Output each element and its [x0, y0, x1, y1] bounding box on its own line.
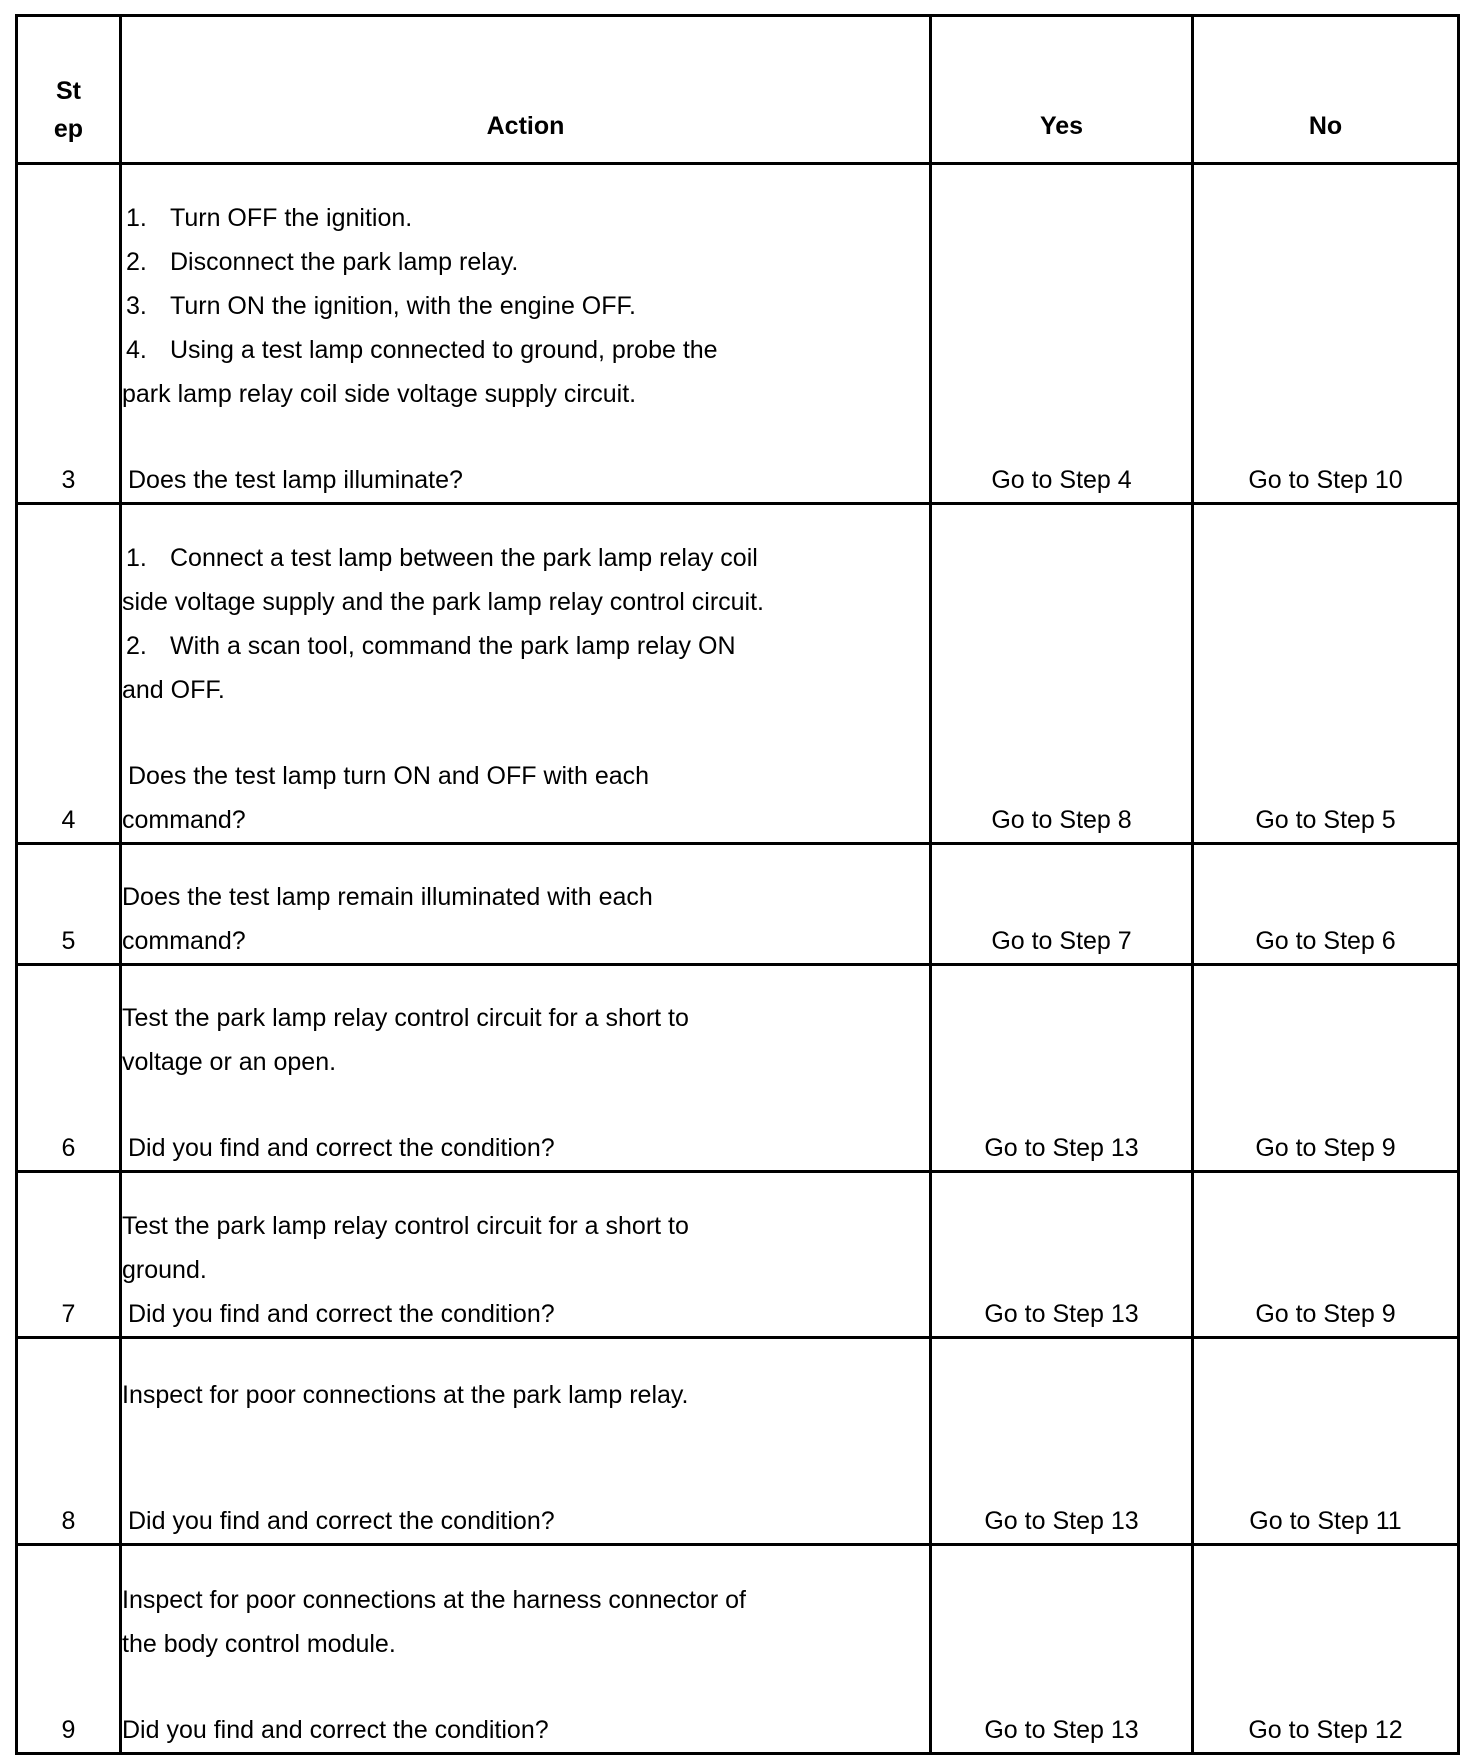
header-row: [17, 16, 1459, 164]
question-text: Does the test lamp turn ON and OFF with each: [128, 762, 650, 790]
item-text: Turn OFF the ignition.: [170, 204, 413, 232]
action-item: [122, 328, 929, 372]
action-cell: [121, 1338, 931, 1545]
yes-cell: Go to Step 13: [931, 1338, 1193, 1545]
action-item: [122, 536, 929, 580]
question-text: Did you find and correct the condition?: [128, 1134, 555, 1162]
item-continuation: side voltage supply and the park lamp relay control circuit.: [122, 588, 764, 616]
action-item: [122, 624, 929, 668]
table-row: [17, 504, 1459, 844]
action-item: [122, 196, 929, 240]
question-text: Did you find and correct the condition?: [128, 1507, 555, 1535]
item-text: Connect a test lamp between the park lamp relay coil: [170, 544, 758, 572]
item-text: Using a test lamp connected to ground, probe the: [170, 336, 718, 364]
step-number: 7: [17, 1172, 121, 1338]
item-continuation: and OFF.: [122, 676, 225, 704]
action-text: Does the test lamp remain illuminated with each: [122, 883, 653, 911]
action-text-continuation: command?: [122, 927, 246, 955]
action-cell: [121, 1172, 931, 1338]
spacer: [122, 1084, 929, 1126]
yes-cell: Go to Step 8: [931, 504, 1193, 844]
yes-cell: Go to Step 4: [931, 164, 1193, 504]
item-number: 4.: [126, 336, 147, 364]
question-continuation: command?: [122, 806, 246, 834]
action-cell: [121, 1545, 931, 1754]
yes-column-header: Yes: [931, 16, 1193, 164]
step-number: 4: [17, 504, 121, 844]
action-text-continuation: voltage or an open.: [122, 1048, 337, 1076]
action-item: [122, 240, 929, 284]
step-header-line-1: St: [56, 77, 81, 105]
step-column-header: [17, 16, 121, 164]
spacer: [122, 416, 929, 458]
table-row: [17, 844, 1459, 965]
item-text: Turn ON the ignition, with the engine OFF.: [170, 292, 636, 320]
action-cell: [121, 504, 931, 844]
spacer: [122, 712, 929, 754]
item-number: 1.: [126, 544, 147, 572]
step-number: 9: [17, 1545, 121, 1754]
item-number: 2.: [126, 632, 147, 660]
action-cell: [121, 164, 931, 504]
no-cell: Go to Step 11: [1193, 1338, 1459, 1545]
table-row: [17, 965, 1459, 1172]
table-row: [17, 1338, 1459, 1545]
spacer: [122, 1666, 929, 1708]
action-cell: [121, 965, 931, 1172]
yes-cell: Go to Step 13: [931, 965, 1193, 1172]
action-text: Inspect for poor connections at the harness connector of: [122, 1586, 746, 1614]
no-cell: Go to Step 12: [1193, 1545, 1459, 1754]
no-column-header: No: [1193, 16, 1459, 164]
action-column-header: Action: [121, 16, 931, 164]
step-number: 5: [17, 844, 121, 965]
yes-cell: Go to Step 7: [931, 844, 1193, 965]
no-cell: Go to Step 9: [1193, 965, 1459, 1172]
step-number: 3: [17, 164, 121, 504]
no-cell: Go to Step 10: [1193, 164, 1459, 504]
question-text: Does the test lamp illuminate?: [128, 466, 463, 494]
action-text: Test the park lamp relay control circuit for a short to: [122, 1212, 689, 1240]
question-text: Did you find and correct the condition?: [122, 1716, 549, 1744]
item-text: With a scan tool, command the park lamp relay ON: [170, 632, 736, 660]
yes-cell: Go to Step 13: [931, 1172, 1193, 1338]
no-cell: Go to Step 5: [1193, 504, 1459, 844]
diagnostic-table: [15, 14, 1460, 1755]
step-header-line-2: ep: [53, 115, 84, 143]
table-row: [17, 1545, 1459, 1754]
yes-cell: Go to Step 13: [931, 1545, 1193, 1754]
item-number: 2.: [126, 248, 147, 276]
table-row: [17, 1172, 1459, 1338]
item-number: 1.: [126, 204, 147, 232]
action-cell: [121, 844, 931, 965]
action-text: Inspect for poor connections at the park lamp relay.: [122, 1381, 689, 1409]
question-text: Did you find and correct the condition?: [128, 1300, 555, 1328]
action-item: [122, 284, 929, 328]
item-text: Disconnect the park lamp relay.: [170, 248, 519, 276]
step-number: 8: [17, 1338, 121, 1545]
table-row: [17, 164, 1459, 504]
no-cell: Go to Step 6: [1193, 844, 1459, 965]
action-text: Test the park lamp relay control circuit for a short to: [122, 1004, 689, 1032]
no-cell: Go to Step 9: [1193, 1172, 1459, 1338]
action-text-continuation: the body control module.: [122, 1630, 396, 1658]
step-number: 6: [17, 965, 121, 1172]
spacer: [122, 1417, 929, 1499]
item-continuation: park lamp relay coil side voltage supply circuit.: [122, 380, 637, 408]
item-number: 3.: [126, 292, 147, 320]
action-text-continuation: ground.: [122, 1256, 207, 1284]
